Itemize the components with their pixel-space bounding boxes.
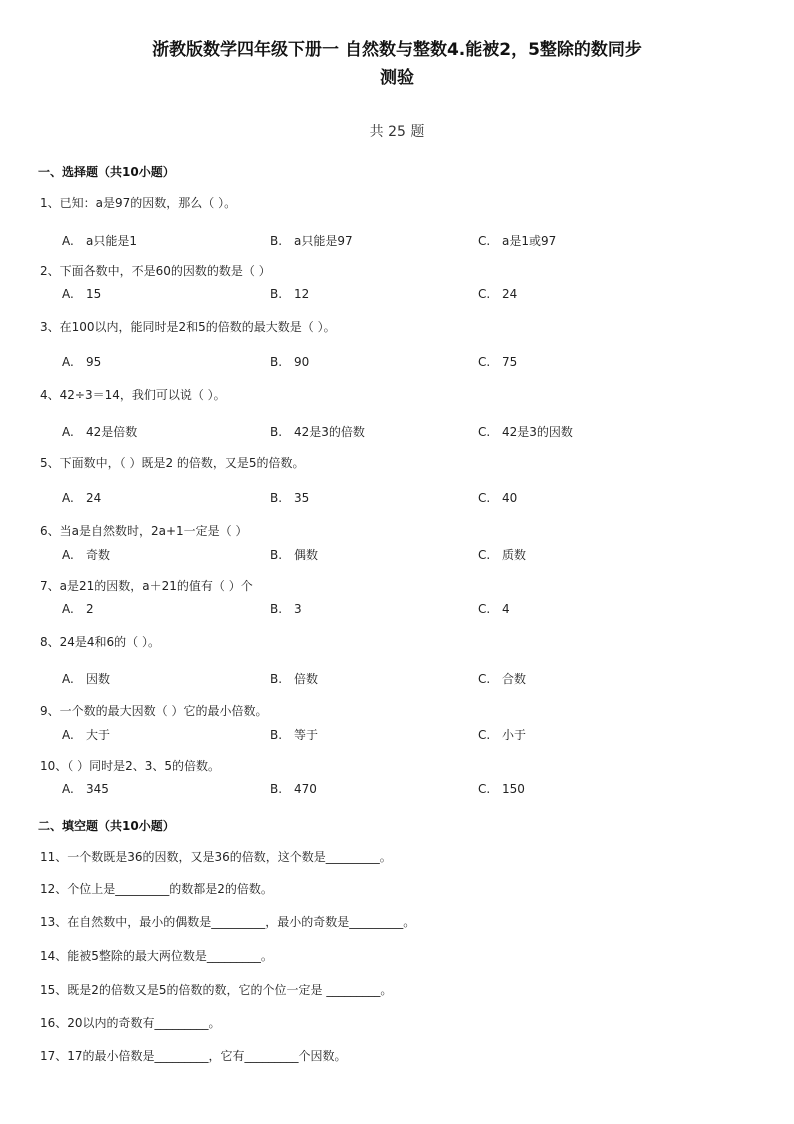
- q1-option-c: [478, 232, 556, 249]
- question-10: 10、（ ）同时是2、3、5的倍数。: [40, 759, 220, 773]
- option-letter: A.: [62, 672, 74, 686]
- option-text: 150: [502, 782, 525, 796]
- question-1: 1、已知：a是97的因数，那么（ ）。: [40, 196, 237, 210]
- q10-option-a: [62, 782, 109, 796]
- option-text: 24: [86, 491, 102, 505]
- q4-option-b: [270, 423, 365, 440]
- option-text: 等于: [294, 728, 319, 742]
- q5-option-c: [478, 491, 517, 505]
- option-text: a是1或97: [502, 234, 557, 248]
- option-letter: C.: [478, 602, 491, 616]
- q10-option-b: [270, 782, 317, 796]
- option-text: 因数: [86, 672, 111, 686]
- option-letter: B.: [270, 728, 283, 742]
- option-letter: C.: [478, 548, 491, 562]
- option-text: 奇数: [86, 548, 111, 562]
- question-14: 14、能被5整除的最大两位数是_________。: [40, 949, 273, 963]
- option-letter: A.: [62, 355, 74, 369]
- q10-option-c: [478, 782, 525, 796]
- q3-option-c: [478, 355, 517, 369]
- q6-option-c: [478, 546, 526, 563]
- option-text: 4: [502, 602, 510, 616]
- option-text: 大于: [86, 728, 111, 742]
- option-letter: B.: [270, 491, 283, 505]
- q6-option-b: [270, 546, 318, 563]
- option-text: 小于: [502, 728, 527, 742]
- option-letter: B.: [270, 425, 283, 439]
- question-6: 6、当a是自然数时，2a+1一定是（ ）: [40, 524, 248, 538]
- title-line-1: 浙教版数学四年级下册一 自然数与整数4.能被2，5整除的数同步: [152, 40, 642, 60]
- question-9: 9、一个数的最大因数（ ）它的最小倍数。: [40, 704, 268, 718]
- section-heading-fill: 二、填空题（共10小题）: [38, 819, 175, 833]
- q2-option-b: [270, 287, 309, 301]
- option-letter: A.: [62, 491, 74, 505]
- q7-option-b: [270, 602, 302, 616]
- option-letter: B.: [270, 234, 283, 248]
- page-title: [100, 36, 694, 92]
- question-3: 3、在100以内，能同时是2和5的倍数的最大数是（ ）。: [40, 320, 336, 334]
- q3-option-a: [62, 355, 101, 369]
- option-text: a只能是1: [86, 234, 137, 248]
- question-11: 11、一个数既是36的因数，又是36的倍数，这个数是_________。: [40, 850, 392, 864]
- option-text: 40: [502, 491, 518, 505]
- option-letter: B.: [270, 672, 283, 686]
- option-letter: A.: [62, 602, 74, 616]
- q1-option-b: [270, 232, 353, 249]
- q8-option-c: [478, 670, 526, 687]
- q5-option-b: [270, 491, 309, 505]
- option-text: 倍数: [294, 672, 319, 686]
- option-letter: B.: [270, 287, 283, 301]
- q6-option-a: [62, 546, 110, 563]
- option-letter: C.: [478, 234, 491, 248]
- option-text: 42是3的因数: [502, 425, 573, 439]
- q2-option-a: [62, 287, 101, 301]
- q4-option-a: [62, 423, 137, 440]
- option-text: 12: [294, 287, 310, 301]
- option-letter: A.: [62, 548, 74, 562]
- q7-option-a: [62, 602, 94, 616]
- section-heading-choice: 一、选择题（共10小题）: [38, 165, 175, 179]
- q2-option-c: [478, 287, 517, 301]
- option-text: 35: [294, 491, 310, 505]
- option-text: a只能是97: [294, 234, 353, 248]
- question-count: 共 25 题: [369, 124, 425, 140]
- option-letter: A.: [62, 782, 74, 796]
- option-letter: A.: [62, 234, 74, 248]
- option-text: 95: [86, 355, 102, 369]
- option-letter: A.: [62, 728, 74, 742]
- option-letter: B.: [270, 602, 283, 616]
- question-5: 5、下面数中，（ ）既是2 的倍数，又是5的倍数。: [40, 456, 305, 470]
- q8-option-b: [270, 670, 318, 687]
- q9-option-a: [62, 726, 110, 743]
- question-8: 8、24是4和6的（ ）。: [40, 635, 160, 649]
- q9-option-c: [478, 726, 526, 743]
- question-4: 4、42÷3＝14，我们可以说（ ）。: [40, 388, 226, 402]
- question-12: 12、个位上是_________的数都是2的倍数。: [40, 882, 273, 896]
- option-text: 470: [294, 782, 317, 796]
- q5-option-a: [62, 491, 101, 505]
- option-letter: B.: [270, 782, 283, 796]
- option-text: 15: [86, 287, 102, 301]
- option-text: 质数: [502, 548, 527, 562]
- option-text: 2: [86, 602, 94, 616]
- question-17: 17、17的最小倍数是_________，它有_________个因数。: [40, 1049, 347, 1063]
- question-13: 13、在自然数中，最小的偶数是_________，最小的奇数是_________。: [40, 915, 416, 929]
- option-letter: C.: [478, 425, 491, 439]
- option-letter: B.: [270, 548, 283, 562]
- q1-option-a: [62, 232, 137, 249]
- option-letter: B.: [270, 355, 283, 369]
- question-15: 15、既是2的倍数又是5的倍数的数，它的个位一定是 _________。: [40, 983, 393, 997]
- question-16: 16、20以内的奇数有_________。: [40, 1016, 221, 1030]
- option-letter: A.: [62, 425, 74, 439]
- option-letter: C.: [478, 355, 491, 369]
- question-7: 7、a是21的因数，a＋21的值有（ ）个: [40, 579, 253, 593]
- q7-option-c: [478, 602, 510, 616]
- q4-option-c: [478, 423, 573, 440]
- q8-option-a: [62, 670, 110, 687]
- q3-option-b: [270, 355, 309, 369]
- option-letter: C.: [478, 491, 491, 505]
- option-letter: C.: [478, 728, 491, 742]
- option-text: 90: [294, 355, 310, 369]
- option-text: 3: [294, 602, 302, 616]
- option-letter: C.: [478, 782, 491, 796]
- option-text: 345: [86, 782, 109, 796]
- option-text: 42是3的倍数: [294, 425, 365, 439]
- q9-option-b: [270, 726, 318, 743]
- option-text: 合数: [502, 672, 527, 686]
- option-text: 偶数: [294, 548, 319, 562]
- question-2: 2、下面各数中，不是60的因数的数是（ ）: [40, 264, 271, 278]
- option-letter: C.: [478, 672, 491, 686]
- option-text: 75: [502, 355, 518, 369]
- option-text: 42是倍数: [86, 425, 138, 439]
- option-letter: C.: [478, 287, 491, 301]
- option-text: 24: [502, 287, 518, 301]
- title-line-2: 测验: [380, 68, 414, 88]
- option-letter: A.: [62, 287, 74, 301]
